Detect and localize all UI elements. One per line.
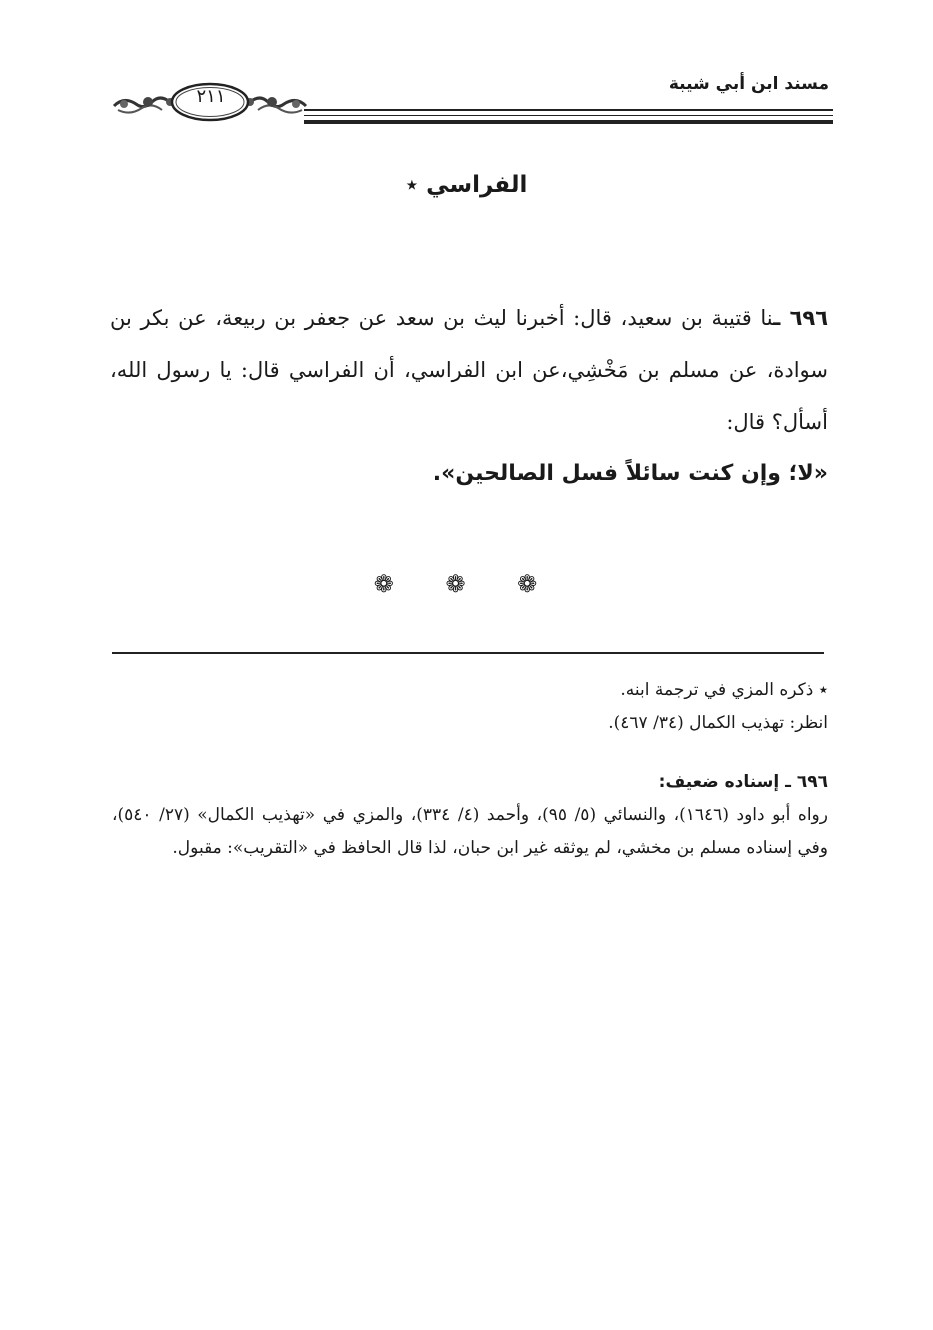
footnote-takhrij — [112, 766, 828, 865]
footnote-line: انظر: تهذيب الكمال (٣٤/ ٤٦٧). — [608, 713, 828, 733]
footnote-star — [112, 674, 828, 740]
section-title: الفراسي ٭ — [405, 172, 528, 198]
section-separator: ❁ ❁ ❁ — [373, 570, 560, 598]
hadith-number: ٦٩٦ ـ — [773, 306, 829, 330]
running-title: مسند ابن أبي شيبة — [668, 74, 829, 94]
hadith-paragraph — [110, 292, 828, 448]
prophetic-saying: «لا؛ وإن كنت سائلاً فسل الصالحين». — [432, 461, 828, 486]
takhrij-text: رواه أبو داود (١٦٤٦)، والنسائي (٥/ ٩٥)، وأحمد (٤/ ٣٣٤)، والمزي في «تهذيب الكمال» (٢٧/ ٥٤٠)، وفي إسناده مسلم بن مخشي، لم يوثقه غير ابن حبان، لذا قال الحافظ في «التقريب»: مقبول. — [112, 805, 828, 858]
footnote-line: ٭ ذكره المزي في ترجمة ابنه. — [620, 680, 828, 700]
hadith-text: نا قتيبة بن سعيد، قال: أخبرنا ليث بن سعد عن جعفر بن ربيعة، عن بكر بن سوادة، عن مسلم بن مَخْشِي،عن ابن الفراسي، أن الفراسي قال: يا رسول الله، أسأل؟ قال: — [110, 306, 828, 434]
footnote-rule — [112, 652, 824, 654]
page-number: ٢١١ — [196, 86, 226, 107]
hadith-body — [110, 292, 828, 500]
header-rule — [304, 120, 833, 124]
takhrij-heading: ٦٩٦ ـ إسناده ضعيف: — [658, 772, 828, 792]
header-rule — [304, 115, 833, 116]
header-rule — [304, 109, 833, 111]
